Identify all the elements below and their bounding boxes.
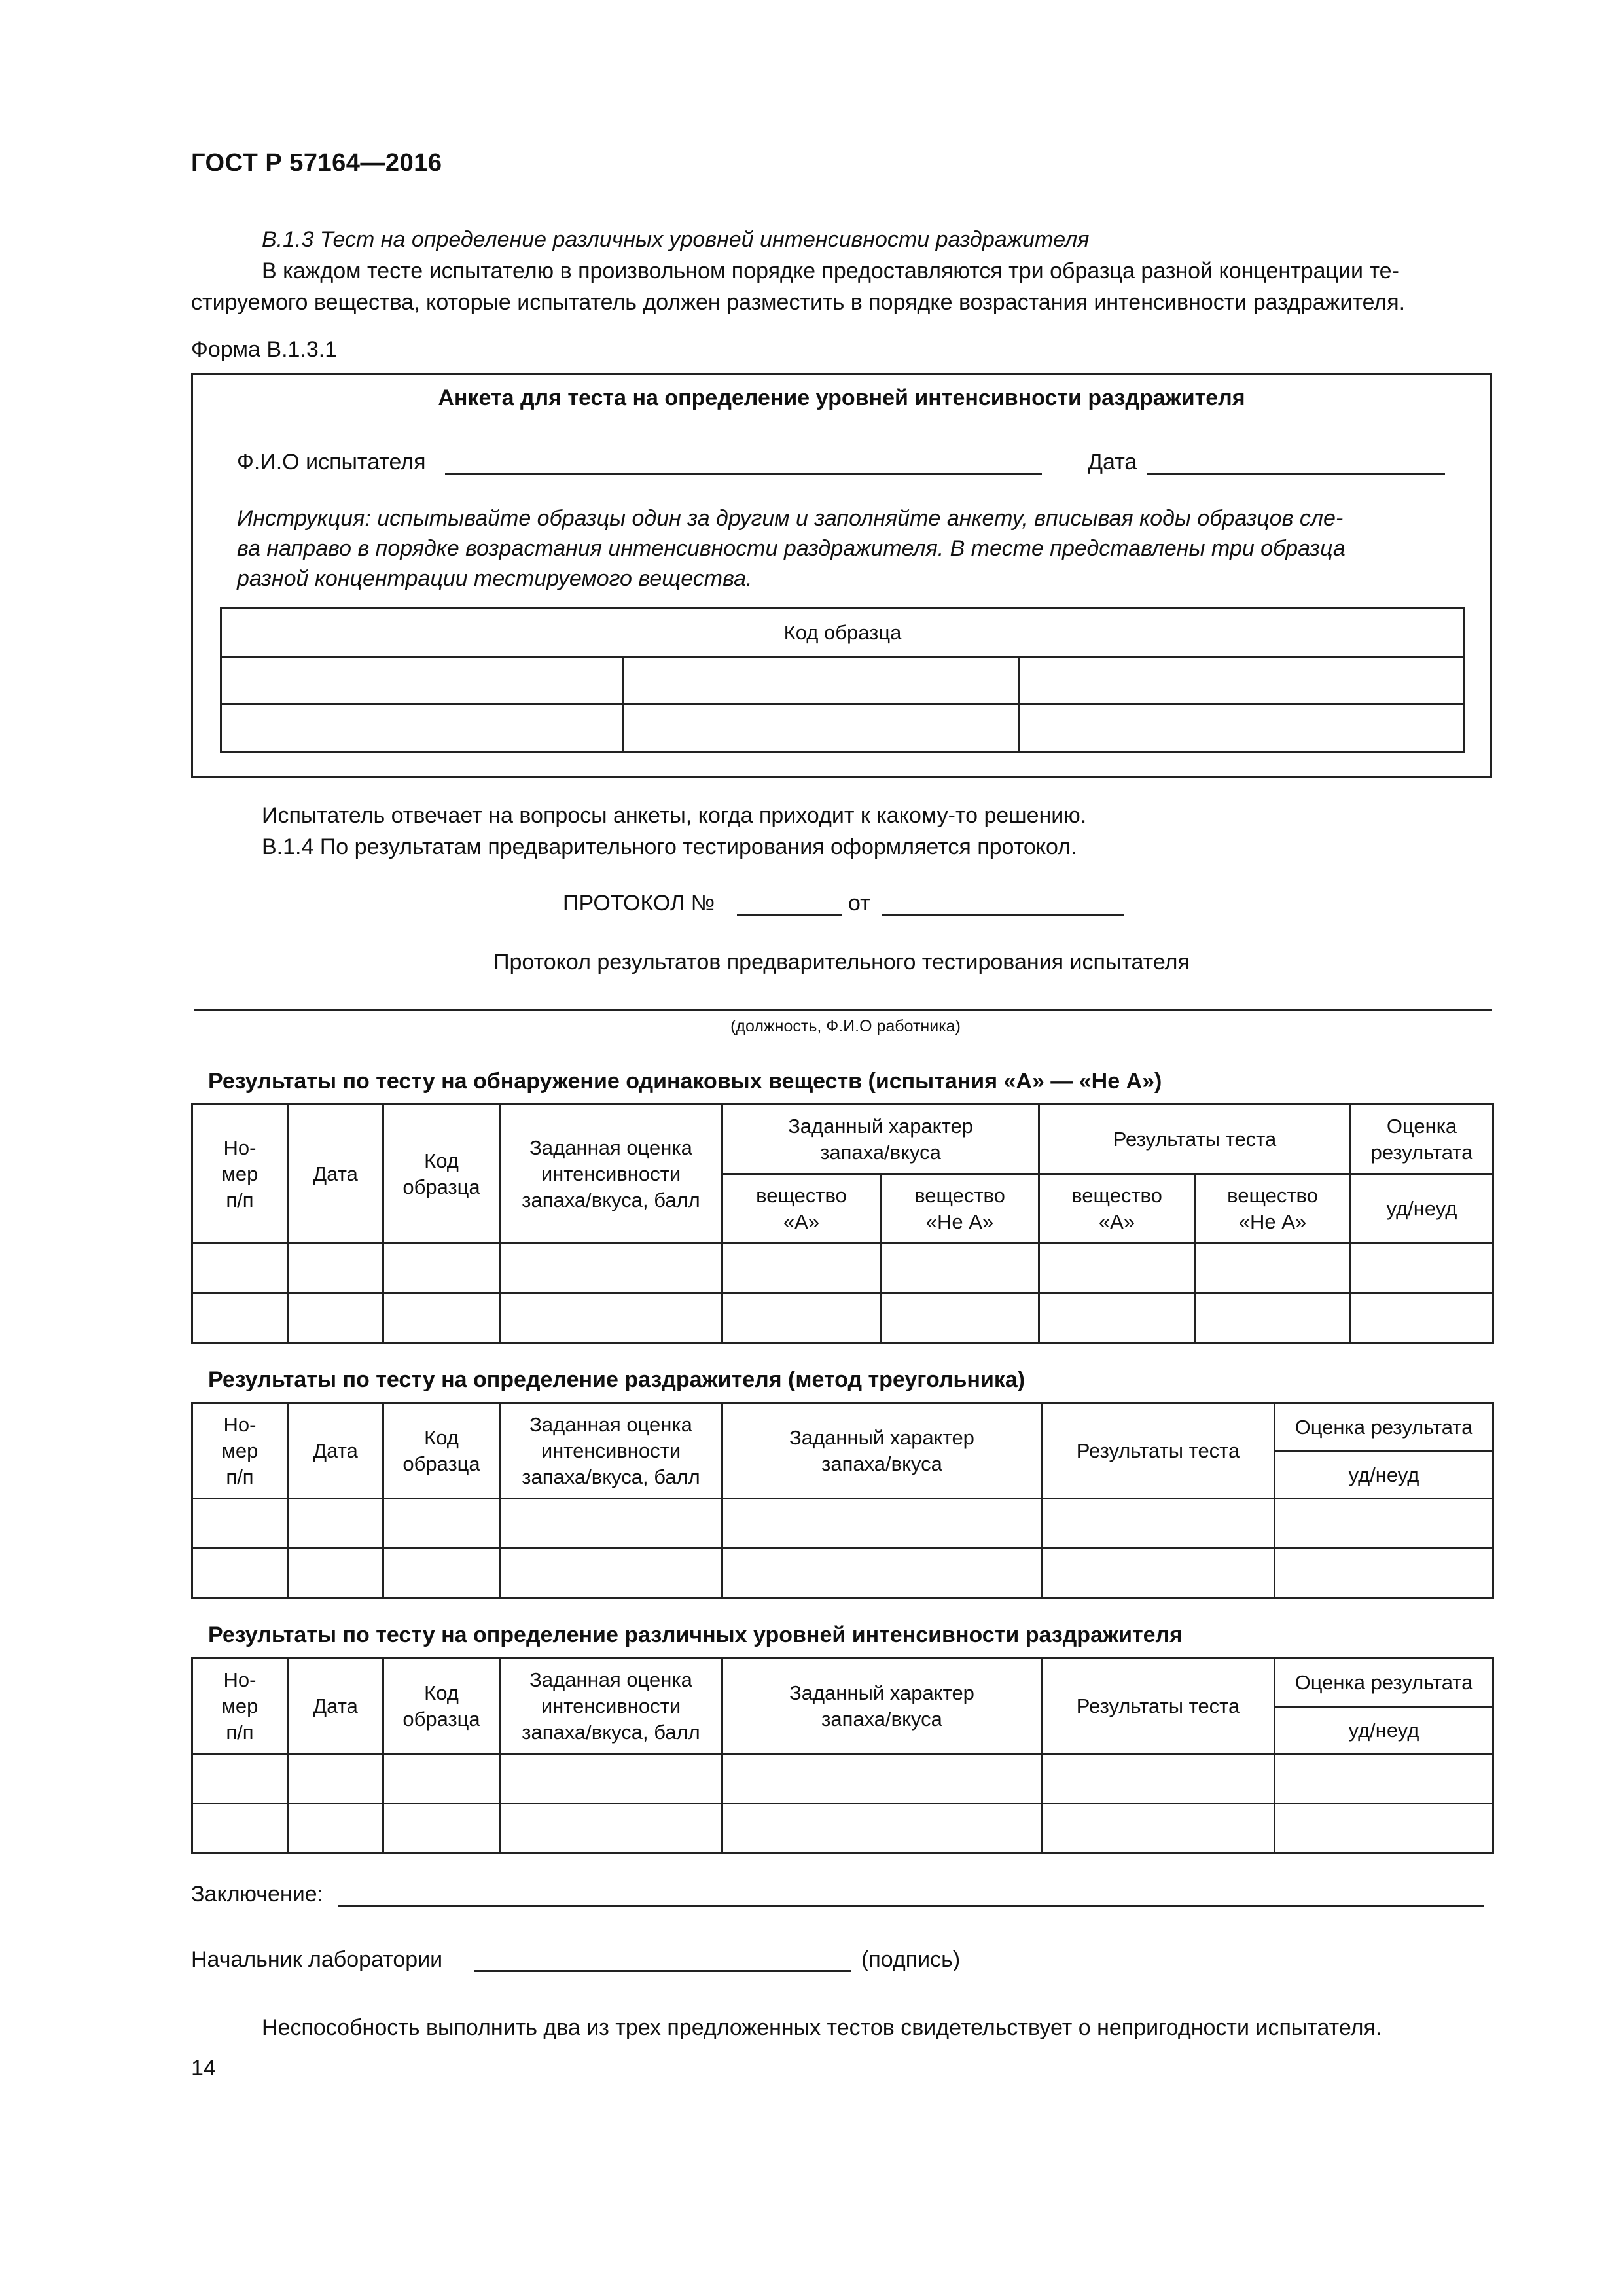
sub-substance-a: вещество «А» xyxy=(722,1174,881,1244)
after-form-line1: Испытатель отвечает на вопросы анкеты, когда приходит к какому-то решению. xyxy=(262,803,1087,828)
sub-substance-not-a: вещество «Не А» xyxy=(1195,1174,1351,1244)
col-sample-code: Код образца xyxy=(383,1105,500,1244)
table-row xyxy=(192,1549,1493,1598)
after-form-line2: В.1.4 По результатам предварительного тестирования оформляется протокол. xyxy=(262,834,1077,859)
instruction-line3: разной концентрации тестируемого вещества. xyxy=(237,566,753,591)
table-row xyxy=(192,1293,1493,1343)
table-intensity-levels xyxy=(191,1657,1494,1854)
sample-code-cell[interactable] xyxy=(623,657,1020,704)
protocol-from-label: от xyxy=(848,891,870,916)
table2-title: Результаты по тесту на определение раздражителя (метод треугольника) xyxy=(208,1367,1026,1392)
col-sample-code: Код образца xyxy=(383,1659,500,1754)
col-date: Дата xyxy=(288,1659,383,1754)
signature-field[interactable] xyxy=(474,1970,851,1972)
conclusion-field[interactable] xyxy=(338,1905,1484,1907)
sub-evaluation: уд/неуд xyxy=(1275,1452,1493,1499)
table1-title: Результаты по тесту на обнаружение одинаковых веществ (испытания «А» — «Не А») xyxy=(208,1069,1162,1094)
col-results: Результаты теста xyxy=(1039,1105,1351,1174)
col-number: Но- мер п/п xyxy=(192,1659,288,1754)
protocol-number-label: ПРОТОКОЛ № xyxy=(563,891,715,916)
col-character: Заданный характер запаха/вкуса xyxy=(722,1105,1039,1174)
sub-evaluation: уд/неуд xyxy=(1275,1707,1493,1754)
page-number: 14 xyxy=(191,2056,216,2081)
col-character: Заданный характер запаха/вкуса xyxy=(722,1659,1042,1754)
position-field[interactable] xyxy=(194,1009,1492,1011)
col-score: Заданная оценка интенсивности запаха/вкуса, балл xyxy=(500,1105,722,1244)
col-character: Заданный характер запаха/вкуса xyxy=(722,1403,1042,1499)
col-score: Заданная оценка интенсивности запаха/вкуса, балл xyxy=(500,1403,722,1499)
instruction-line1: Инструкция: испытывайте образцы один за другим и заполняйте анкету, вписывая коды образцов сле- xyxy=(237,506,1344,531)
conclusion-label: Заключение: xyxy=(191,1882,324,1907)
col-evaluation: Оценка результата xyxy=(1351,1105,1493,1174)
protocol-subtitle: Протокол результатов предварительного тестирования испытателя xyxy=(493,950,1190,975)
section-paragraph-line1: В каждом тесте испытателю в произвольном порядке предоставляются три образца разной концентрации те- xyxy=(262,259,1399,283)
col-evaluation: Оценка результата xyxy=(1275,1403,1493,1452)
sample-code-cell[interactable] xyxy=(1020,657,1465,704)
signature-label: (подпись) xyxy=(861,1947,961,1972)
table-row xyxy=(192,1804,1493,1854)
sub-evaluation: уд/неуд xyxy=(1351,1174,1493,1244)
table-row xyxy=(192,1244,1493,1293)
table-row xyxy=(192,1499,1493,1549)
document-code: ГОСТ Р 57164—2016 xyxy=(191,149,442,177)
col-date: Дата xyxy=(288,1105,383,1244)
col-score: Заданная оценка интенсивности запаха/вкуса, балл xyxy=(500,1659,722,1754)
col-number: Но- мер п/п xyxy=(192,1105,288,1244)
table-identical-substances xyxy=(191,1103,1494,1344)
date-label: Дата xyxy=(1088,450,1137,475)
col-evaluation: Оценка результата xyxy=(1275,1659,1493,1707)
col-results: Результаты теста xyxy=(1042,1659,1275,1754)
name-label: Ф.И.О испытателя xyxy=(237,450,426,475)
form-label: Форма В.1.3.1 xyxy=(191,337,338,362)
col-number: Но- мер п/п xyxy=(192,1403,288,1499)
sample-code-header: Код образца xyxy=(221,609,1465,657)
table3-title: Результаты по тесту на определение различных уровней интенсивности раздражителя xyxy=(208,1623,1183,1647)
table-triangle-method xyxy=(191,1402,1494,1599)
sample-code-cell[interactable] xyxy=(1020,704,1465,753)
sub-substance-not-a: вещество «Не А» xyxy=(881,1174,1039,1244)
col-results: Результаты теста xyxy=(1042,1403,1275,1499)
name-field[interactable] xyxy=(445,473,1042,475)
form-title: Анкета для теста на определение уровней интенсивности раздражителя xyxy=(438,386,1245,410)
col-date: Дата xyxy=(288,1403,383,1499)
date-field[interactable] xyxy=(1147,473,1445,475)
protocol-number-field[interactable] xyxy=(737,914,842,916)
sub-substance-a: вещество «А» xyxy=(1039,1174,1195,1244)
position-caption: (должность, Ф.И.О работника) xyxy=(730,1017,961,1035)
instruction-line2: ва направо в порядке возрастания интенсивности раздражителя. В тесте представлены три образца xyxy=(237,536,1346,561)
sample-code-cell[interactable] xyxy=(623,704,1020,753)
section-title: В.1.3 Тест на определение различных уровней интенсивности раздражителя xyxy=(262,227,1090,252)
sample-code-cell[interactable] xyxy=(221,657,623,704)
lab-head-label: Начальник лаборатории xyxy=(191,1947,443,1972)
protocol-date-field[interactable] xyxy=(882,914,1124,916)
section-paragraph-line2: стируемого вещества, которые испытатель должен разместить в порядке возрастания интенсивности раздражителя. xyxy=(191,290,1406,315)
table-row xyxy=(192,1754,1493,1804)
sample-code-cell[interactable] xyxy=(221,704,623,753)
col-sample-code: Код образца xyxy=(383,1403,500,1499)
final-note: Неспособность выполнить два из трех предложенных тестов свидетельствует о непригодности испытателя. xyxy=(262,2015,1382,2040)
sample-code-table xyxy=(220,607,1465,753)
